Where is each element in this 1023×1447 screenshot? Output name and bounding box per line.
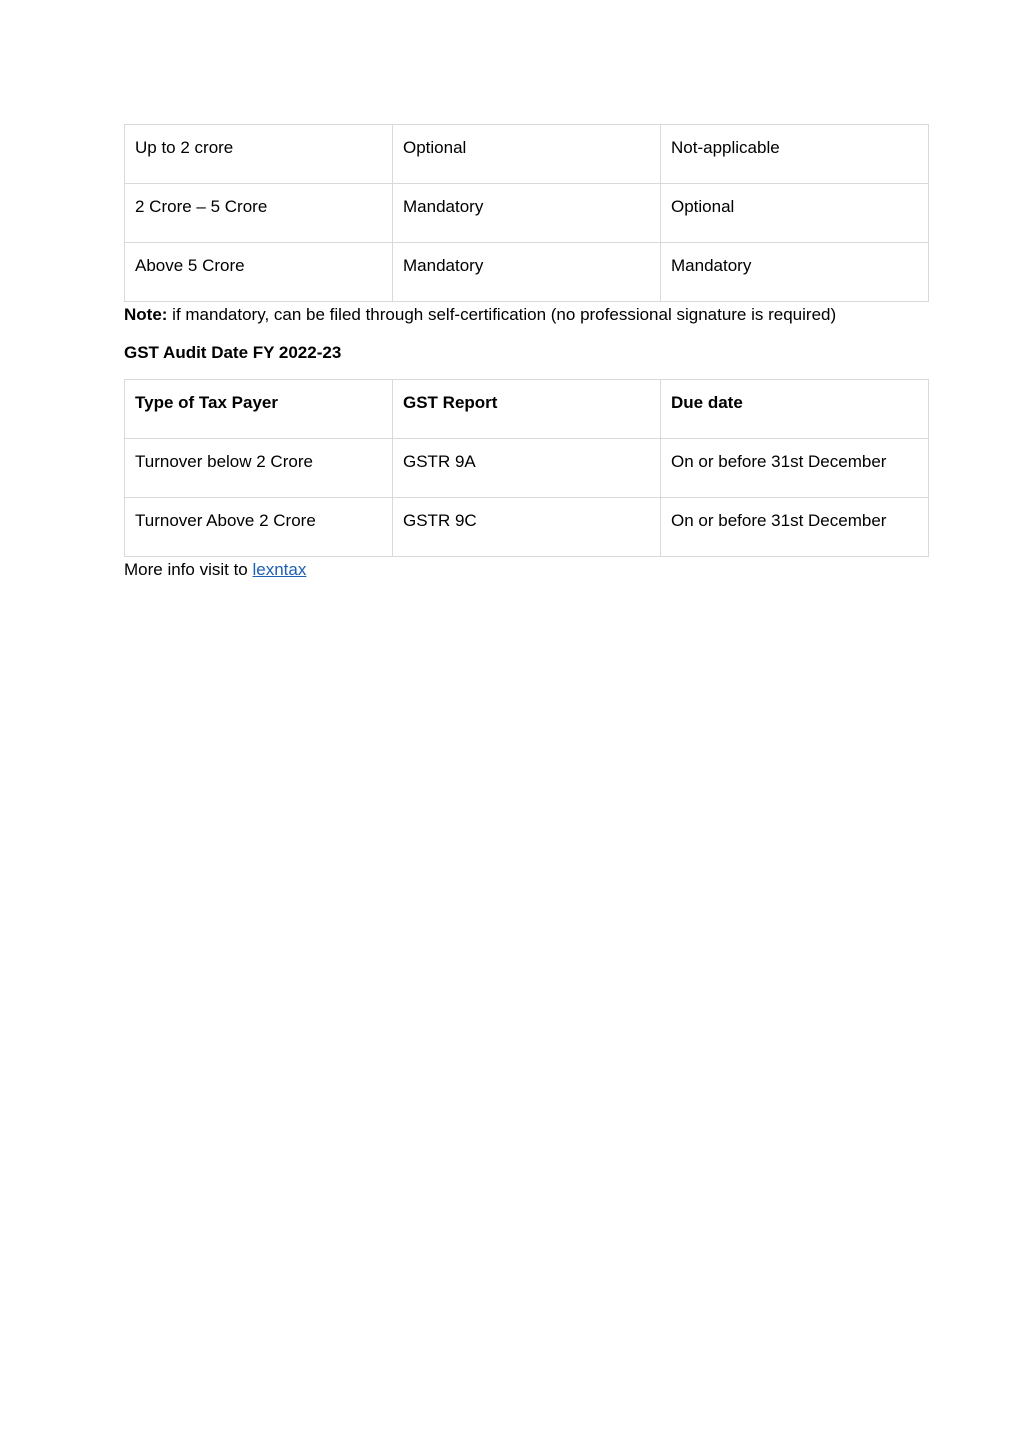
table-cell: Up to 2 crore (125, 125, 393, 184)
applicability-table (124, 124, 929, 302)
table-cell: On or before 31st December (661, 498, 929, 557)
table-cell: 2 Crore – 5 Crore (125, 184, 393, 243)
table-header-row (125, 380, 929, 439)
table-cell: Mandatory (393, 243, 661, 302)
table-row (125, 243, 929, 302)
table-cell: Mandatory (393, 184, 661, 243)
column-header: Type of Tax Payer (125, 380, 393, 439)
table-cell: Turnover Above 2 Crore (125, 498, 393, 557)
table-cell: GSTR 9C (393, 498, 661, 557)
table-row (125, 439, 929, 498)
table-cell: Not-applicable (661, 125, 929, 184)
note-text: if mandatory, can be filed through self-certification (no professional signature is required) (167, 305, 837, 324)
table-cell: Turnover below 2 Crore (125, 439, 393, 498)
table-cell: GSTR 9A (393, 439, 661, 498)
note-label: Note: (124, 305, 168, 324)
lexntax-link[interactable]: lexntax (252, 560, 307, 579)
table-cell: Mandatory (661, 243, 929, 302)
more-info-paragraph (124, 559, 929, 581)
table-row (125, 125, 929, 184)
section-heading: GST Audit Date FY 2022-23 (124, 343, 342, 362)
table-row (125, 498, 929, 557)
document-page (124, 124, 929, 581)
table-cell: Above 5 Crore (125, 243, 393, 302)
column-header: GST Report (393, 380, 661, 439)
more-info-prefix: More info visit to (124, 560, 253, 579)
column-header: Due date (661, 380, 929, 439)
table-cell: Optional (661, 184, 929, 243)
note-paragraph (124, 304, 929, 326)
table-row (125, 184, 929, 243)
audit-date-table (124, 379, 929, 557)
table-cell: On or before 31st December (661, 439, 929, 498)
table-cell: Optional (393, 125, 661, 184)
